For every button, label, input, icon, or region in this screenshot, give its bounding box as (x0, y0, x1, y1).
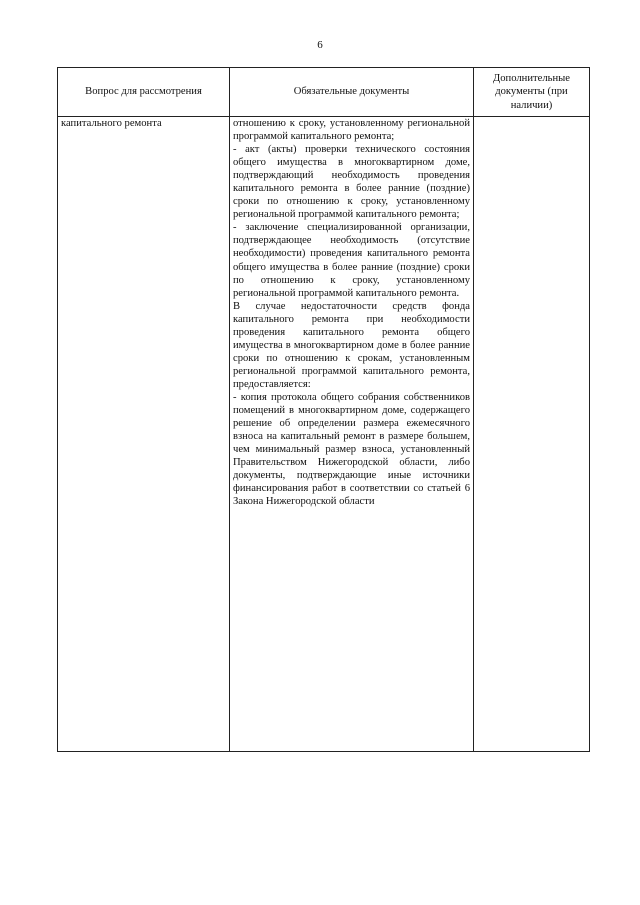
required-paragraph-3: - заключение специализированной организации, подтверждающее необходимость (отсутствие необходимости) проведения капитального ремонта общего имущества в более ранние (поздние) сроки по отношению к сроку, установленному региональной программой капитального ремонта. (233, 222, 470, 299)
table-row (58, 117, 590, 752)
cell-question: капитального ремонта (58, 117, 230, 752)
cell-required-documents (230, 117, 474, 752)
required-paragraph-4: В случае недостаточности средств фонда капитального ремонта при необходимости проведения капитального ремонта общего имущества в многоквартирном доме в более ранние сроки по отношению к срокам, установленным региональной программой капитального ремонта, предоставляется: (233, 300, 470, 390)
cell-additional-documents (474, 117, 590, 752)
header-question: Вопрос для рассмотрения (58, 68, 230, 117)
page-number: 6 (317, 39, 323, 51)
required-paragraph-2: - акт (акты) проверки технического состояния общего имущества в многоквартирном доме, подтверждающий необходимость проведения капитального ремонта в более ранние (поздние) сроки по отношению к сроку, установленному региональной программой капитального ремонта; (233, 144, 470, 221)
header-required-documents: Обязательные документы (230, 68, 474, 117)
required-paragraph-5: - копия протокола общего собрания собственников помещений в многоквартирном доме, содержащего решение об определении размера ежемесячного взноса на капитальный ремонт в размере большем, чем минимальный размер взноса, установленный Правительством Нижегородской области, либо документы, подтверждающие иные источники финансирования работ в соответствии со статьей 6 Закона Нижегородской области (233, 391, 470, 508)
header-additional-documents: Дополнительные документы (при наличии) (474, 68, 590, 117)
documents-table (57, 67, 590, 752)
required-paragraph-1: отношению к сроку, установленному региональной программой капитального ремонта; (233, 118, 470, 143)
table-header-row (58, 68, 590, 117)
